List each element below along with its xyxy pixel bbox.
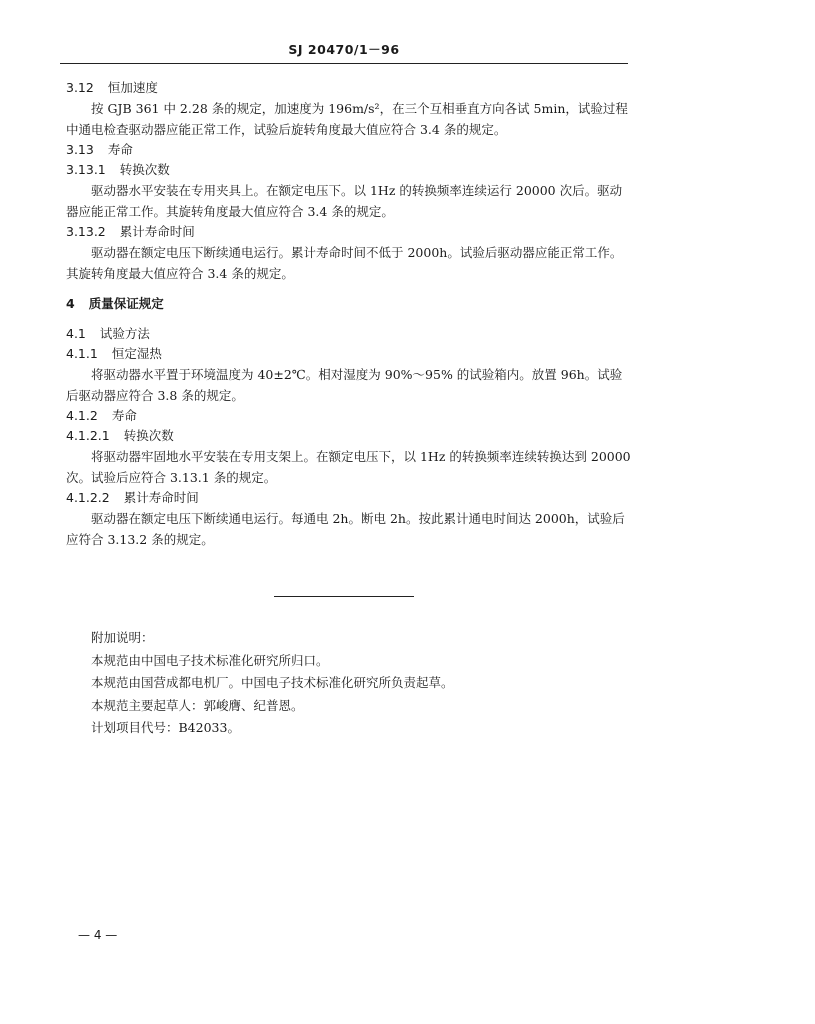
note-line: 本规范由中国电子技术标准化研究所归口。 xyxy=(91,652,329,668)
section-number: 4.1.1 xyxy=(66,346,98,361)
paragraph: 将驱动器牢固地水平安装在专用支架上。在额定电压下，以 1Hz 的转换频率连续转换达到 20000 次。试验后应符合 3.13.1 条的规定。 xyxy=(66,449,631,485)
section-number: 4.1.2.1 xyxy=(66,428,110,443)
note-line: 本规范由国营成都电机厂。中国电子技术标准化研究所负责起草。 xyxy=(91,675,454,690)
note-line: 计划项目代号：B42033。 xyxy=(91,720,240,735)
section-number: 3.12 xyxy=(66,80,94,95)
section-number: 3.13 xyxy=(66,142,94,157)
section-number: 3.13.2 xyxy=(66,224,106,239)
section-number: 3.13.1 xyxy=(66,162,106,177)
section-title: 转换次数 xyxy=(119,162,170,177)
notes-title: 附加说明： xyxy=(91,630,154,645)
section-heading xyxy=(66,78,632,98)
document-body xyxy=(66,78,632,550)
page-number: — 4 — xyxy=(78,928,118,942)
section-number: 4 xyxy=(66,296,75,311)
section-title: 转换次数 xyxy=(123,428,174,443)
paragraph: 驱动器在额定电压下断续通电运行。每通电 2h。断电 2h。按此累计通电时间达 2000h，试验后应符合 3.13.2 条的规定。 xyxy=(66,511,625,547)
section-title: 累计寿命时间 xyxy=(119,224,195,239)
section-heading xyxy=(66,488,632,508)
section-heading xyxy=(66,344,632,364)
section-heading xyxy=(66,294,632,314)
section-number: 4.1.2 xyxy=(66,408,98,423)
paragraph: 驱动器在额定电压下断续通电运行。累计寿命时间不低于 2000h。试验后驱动器应能正常工作。其旋转角度最大值应符合 3.4 条的规定。 xyxy=(66,245,623,281)
section-title: 质量保证规定 xyxy=(88,296,164,311)
section-heading xyxy=(66,426,632,446)
section-heading xyxy=(66,406,632,426)
section-title: 寿命 xyxy=(111,408,137,423)
section-title: 恒加速度 xyxy=(107,80,158,95)
section-heading xyxy=(66,324,632,344)
paragraph: 将驱动器水平置于环境温度为 40±2℃。相对湿度为 90%～95% 的试验箱内。放置 96h。试验后驱动器应符合 3.8 条的规定。 xyxy=(66,367,623,403)
additional-notes xyxy=(91,627,631,740)
section-title: 累计寿命时间 xyxy=(123,490,199,505)
note-line: 本规范主要起草人：郭峻膺、纪普恩。 xyxy=(91,697,304,713)
header-rule xyxy=(60,63,628,64)
section-number: 4.1.2.2 xyxy=(66,490,110,505)
section-title: 试验方法 xyxy=(99,326,150,341)
paragraph: 按 GJB 361 中 2.28 条的规定，加速度为 196m/s²，在三个互相垂直方向各试 5min，试验过程中通电检查驱动器应能正常工作，试验后旋转角度最大值应符合 3.4 条的规定。 xyxy=(66,101,628,137)
section-heading xyxy=(66,160,632,180)
section-divider xyxy=(274,596,414,597)
document-code: SJ 20470/1－96 xyxy=(288,42,400,57)
section-number: 4.1 xyxy=(66,326,86,341)
section-heading xyxy=(66,222,632,242)
paragraph: 驱动器水平安装在专用夹具上。在额定电压下。以 1Hz 的转换频率连续运行 20000 次后。驱动器应能正常工作。其旋转角度最大值应符合 3.4 条的规定。 xyxy=(66,183,623,219)
section-title: 寿命 xyxy=(107,142,133,157)
section-title: 恒定湿热 xyxy=(111,346,162,361)
section-heading xyxy=(66,140,632,160)
